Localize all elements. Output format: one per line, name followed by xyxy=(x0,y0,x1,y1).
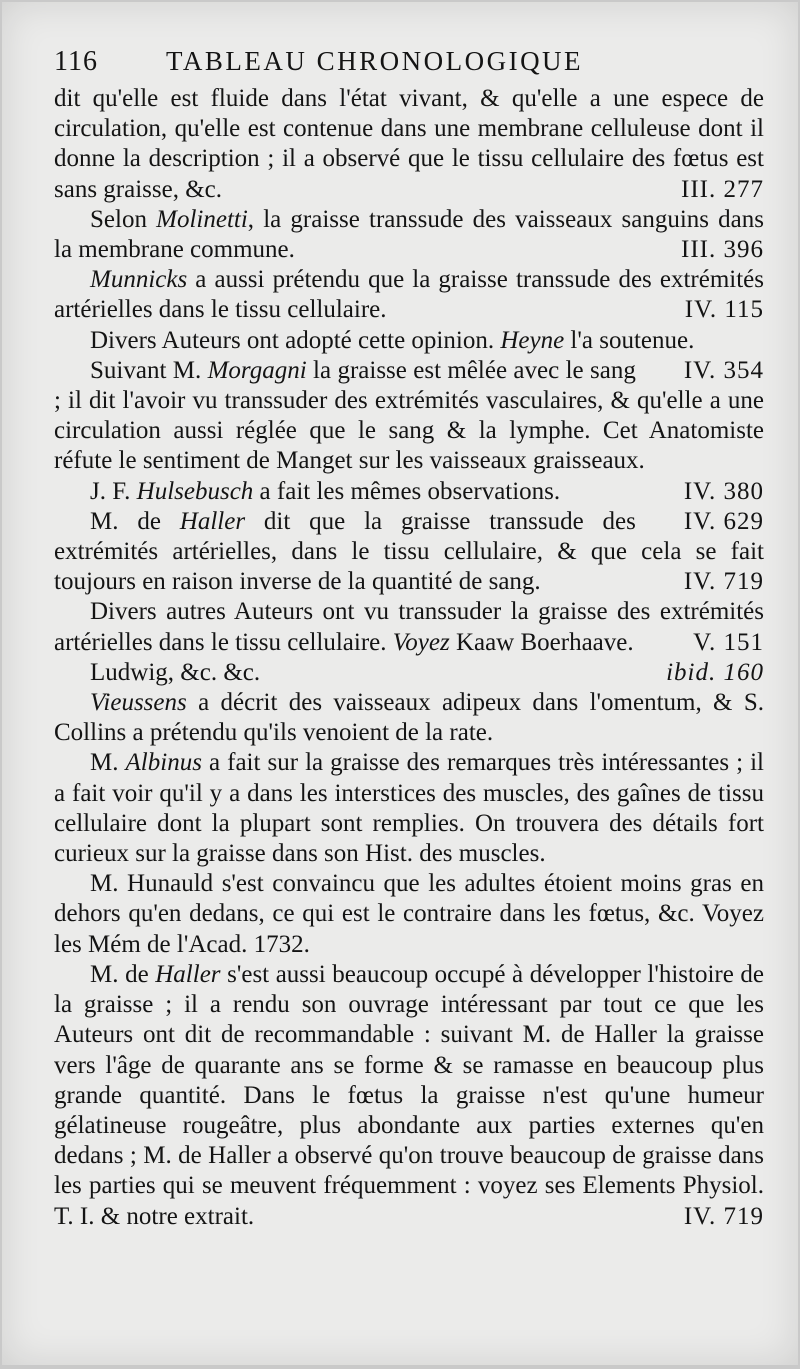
author-name: Molinetti xyxy=(156,205,248,233)
volume-page-ref: IV. 380 xyxy=(683,477,764,505)
author-name: Heyne xyxy=(500,326,565,354)
entry-13 xyxy=(54,960,764,1232)
entry-text: Divers Auteurs ont adopté cette opinion. xyxy=(90,326,501,354)
entry-9 xyxy=(54,658,764,688)
entry-text: J. F. xyxy=(90,477,137,505)
volume-page-ref: ibid. 160 xyxy=(666,658,764,686)
entry-text: M. de xyxy=(90,507,180,535)
entry-text: M. xyxy=(90,749,126,777)
entry-text: M. de xyxy=(90,960,156,988)
voyez-italic: Voyez xyxy=(392,628,450,656)
entry-10 xyxy=(54,688,764,748)
entry-text: a fait les mêmes observations. xyxy=(253,477,561,505)
book-page xyxy=(2,2,798,1365)
entry-text: Ludwig, &c. &c. xyxy=(90,658,261,686)
volume-page-ref: IV. 629 xyxy=(683,507,764,535)
entry-text: Kaaw Boerhaave. xyxy=(449,628,634,656)
author-name: Munnicks xyxy=(90,266,188,294)
page-number: 116 xyxy=(54,46,98,77)
entry-1 xyxy=(54,84,764,205)
entry-text: M. Hunauld s'est convaincu que les adultes étoient moins gras en dehors qu'en dedans, ce qui est le contraire dans les fœtus, &c. Voyez les Mém de l'Acad. 1732. xyxy=(54,870,764,958)
entry-12 xyxy=(54,869,764,960)
page-body xyxy=(54,84,764,1232)
volume-page-ref: V. 151 xyxy=(693,628,764,656)
author-name: Albinus xyxy=(125,749,202,777)
entry-text: Selon xyxy=(90,205,157,233)
entry-text: a décrit des vaisseaux adipeux dans l'omentum, & S. Collins a prétendu qu'ils venoient de la rate. xyxy=(54,689,764,747)
entry-11 xyxy=(54,748,764,869)
entry-text: la graisse est mêlée avec le sang ; il dit l'avoir vu transsuder des extrémités vasculaires, & qu'elle a une circulation aussi réglée que le sang & la lymphe. Cet Anatomiste réfute le sentiment de Manget sur les vaisseaux graisseaux. xyxy=(54,356,764,475)
author-name: Haller xyxy=(179,507,246,535)
entry-text: a aussi prétendu que la graisse transsude des extrémités artérielles dans le tissu cellulaire. xyxy=(54,266,764,324)
entry-text: dit que la graisse transsude des extrémités artérielles, dans le tissu cellulaire, & que cela se fait toujours en raison inverse de la quantité de sang. xyxy=(54,507,764,596)
entry-3 xyxy=(54,265,764,325)
entry-text: a fait sur la graisse des remarques très intéressantes ; il a fait voir qu'il y a dans les interstices des muscles, des gaînes de tissu cellulaire dont la plupart sont remplies. On trouvera des détails fort curieux sur la graisse dans son Hist. des muscles. xyxy=(54,749,764,868)
author-name: Morgagni xyxy=(207,356,307,384)
author-name: Haller xyxy=(155,960,221,988)
entry-text: s'est aussi beaucoup occupé à développer l'histoire de la graisse ; il a rendu son ouvrage intéressant par tout ce que les Auteurs ont dit de recommandable : suivant M. de Haller la graisse vers l'âge de quarante ans se forme & se ramasse en beaucoup plus grande quantité. Dans le fœtus la graisse n'est qu'une humeur gélatineuse rougeâtre, plus abondante aux parties externes qu'en dedans ; M. de Haller a observé qu'on trouve beaucoup de graisse dans les parties qui se meuvent fréquemment : voyez ses Elements Physiol. T. I. & notre extrait. xyxy=(54,960,764,1230)
volume-page-ref: IV. 354 xyxy=(683,356,764,384)
volume-page-ref: IV. 115 xyxy=(684,296,764,324)
entry-text: Divers autres Auteurs ont vu transsuder la graisse des extrémités artérielles dans le tissu cellulaire. xyxy=(54,598,764,656)
volume-page-ref: III. 396 xyxy=(681,236,764,264)
author-name: Vieussens xyxy=(90,689,187,717)
volume-page-ref: IV. 719 xyxy=(683,568,764,596)
page-header xyxy=(54,42,744,86)
entry-2 xyxy=(54,205,764,265)
running-title: TABLEAU CHRONOLOGIQUE xyxy=(166,46,584,76)
volume-page-ref: IV. 719 xyxy=(683,1202,764,1230)
entry-8 xyxy=(54,597,764,657)
author-name: Hulsebusch xyxy=(136,477,254,505)
entry-text: Suivant M. xyxy=(90,356,208,384)
volume-page-ref: III. 277 xyxy=(681,175,764,203)
entry-text: , la graisse transsude des vaisseaux sanguins dans la membrane commune. xyxy=(54,205,764,264)
entry-text: l'a soutenue. xyxy=(564,326,695,354)
entry-text: dit qu'elle est fluide dans l'état vivant, & qu'elle a une espece de circulation, qu'elle est contenue dans une membrane celluleuse dont il donne la description ; il a observé que le tissu cellulaire des fœtus est sans graisse, &c. xyxy=(54,85,764,203)
